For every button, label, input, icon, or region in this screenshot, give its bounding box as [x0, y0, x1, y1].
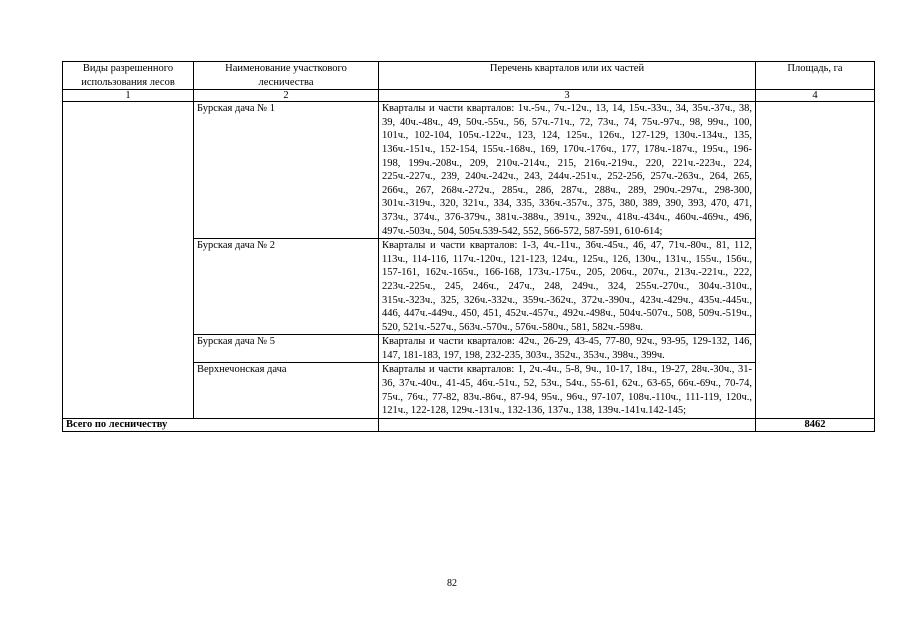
quarters-list: Кварталы и части кварталов: 1, 2ч.-4ч., 5-8, 9ч., 10-17, 18ч., 19-27, 28ч.-30ч., 31-36, 37ч.-40ч., 41-45, 46ч.-51ч., 52, 53ч., 54ч., 55-61, 62ч., 63-65, 66ч.-69ч., 70-74, 75ч., 76ч., 77-82, 83ч.-86ч., 87-94, 95ч., 96ч., 97-107, 108ч.-110ч., 111-119, 120ч., 121ч., 122-128, 129ч.-131ч., 132-136, 137ч., 138, 139ч.-141ч.142-145; — [379, 363, 756, 418]
forestry-name: Верхнечонская дача — [194, 363, 379, 418]
total-empty-cell — [379, 418, 756, 431]
header-row — [63, 62, 875, 90]
forest-quarters-table — [62, 61, 875, 432]
total-label: Всего по лесничеству — [63, 418, 379, 431]
column-number: 1 — [63, 90, 194, 102]
total-row — [63, 418, 875, 431]
column-number: 2 — [194, 90, 379, 102]
column-number-row — [63, 90, 875, 102]
column-number: 3 — [379, 90, 756, 102]
forestry-name: Бурская дача № 5 — [194, 335, 379, 363]
quarters-list: Кварталы и части кварталов: 1ч.-5ч., 7ч.-12ч., 13, 14, 15ч.-33ч., 34, 35ч.-37ч., 38, 39, 40ч.-48ч., 49, 50ч.-55ч., 56, 57ч.-71ч., 72, 73ч., 74, 75ч.-97ч., 98, 99ч., 100, 101ч., 102-104, 105ч.-122ч., 123, 124, 125ч., 126ч., 127-129, 130ч.-134ч., 135, 136ч.-151ч., 152-154, 155ч.-168ч., 169, 170ч.-176ч., 177, 178ч.-187ч., 195ч., 196-198, 199ч.-208ч., 209, 210ч.-214ч., 215, 216ч.-219ч., 220, 221ч.-223ч., 224, 225ч.-227ч., 239, 240ч.-242ч., 243, 244ч.-251ч., 252-256, 257ч.-263ч., 264, 265, 266ч., 267, 268ч.-272ч., 285ч., 286, 287ч., 288ч., 289, 290ч.-297ч., 298-300, 301ч.-319ч., 320, 321ч., 334, 335, 336ч.-357ч., 375, 380, 389, 390, 393, 470, 471, 373ч., 374ч., 376-379ч., 381ч.-388ч., 391ч., 392ч., 418ч.-434ч., 460ч.-469ч., 496, 497ч.-503ч., 504, 505ч.539-542, 552, 566-572, 587-591, 610-614; — [379, 102, 756, 239]
use-type-cell — [63, 102, 194, 419]
area-cell — [756, 102, 875, 419]
quarters-list: Кварталы и части кварталов: 42ч., 26-29, 43-45, 77-80, 92ч., 93-95, 129-132, 146, 147, 181-183, 197, 198, 232-235, 303ч., 352ч., 353ч., 398ч., 399ч. — [379, 335, 756, 363]
column-number: 4 — [756, 90, 875, 102]
page-number: 82 — [447, 578, 457, 589]
header-quarters-list: Перечень кварталов или их частей — [379, 62, 756, 90]
header-use-types: Виды разрешенного использования лесов — [63, 62, 194, 90]
total-area: 8462 — [756, 418, 875, 431]
header-area: Площадь, га — [756, 62, 875, 90]
forestry-name: Бурская дача № 1 — [194, 102, 379, 239]
header-forestry-name: Наименование участкового лесничества — [194, 62, 379, 90]
table-row — [63, 102, 875, 239]
quarters-list: Кварталы и части кварталов: 1-3, 4ч.-11ч., 36ч.-45ч., 46, 47, 71ч.-80ч., 81, 112, 113ч., 114-116, 117ч.-120ч., 121-123, 124ч., 125ч., 126, 130ч., 131ч., 155ч., 156ч., 157-161, 162ч.-165ч., 166-168, 173ч.-175ч., 205, 206ч., 207ч., 213ч.-221ч., 222, 223ч.-225ч., 245, 246ч., 247ч., 248, 249ч., 324, 255ч.-270ч., 304ч.-310ч., 315ч.-323ч., 325, 326ч.-332ч., 359ч.-362ч., 372ч.-390ч., 423ч.-429ч., 435ч.-445ч., 446, 447ч.-449ч., 450, 451, 452ч.-457ч., 492ч.-498ч., 504ч.-507ч., 508, 509ч.-519ч., 520, 521ч.-527ч., 563ч.-570ч., 576ч.-580ч., 581, 582ч.-598ч. — [379, 239, 756, 335]
forestry-name: Бурская дача № 2 — [194, 239, 379, 335]
